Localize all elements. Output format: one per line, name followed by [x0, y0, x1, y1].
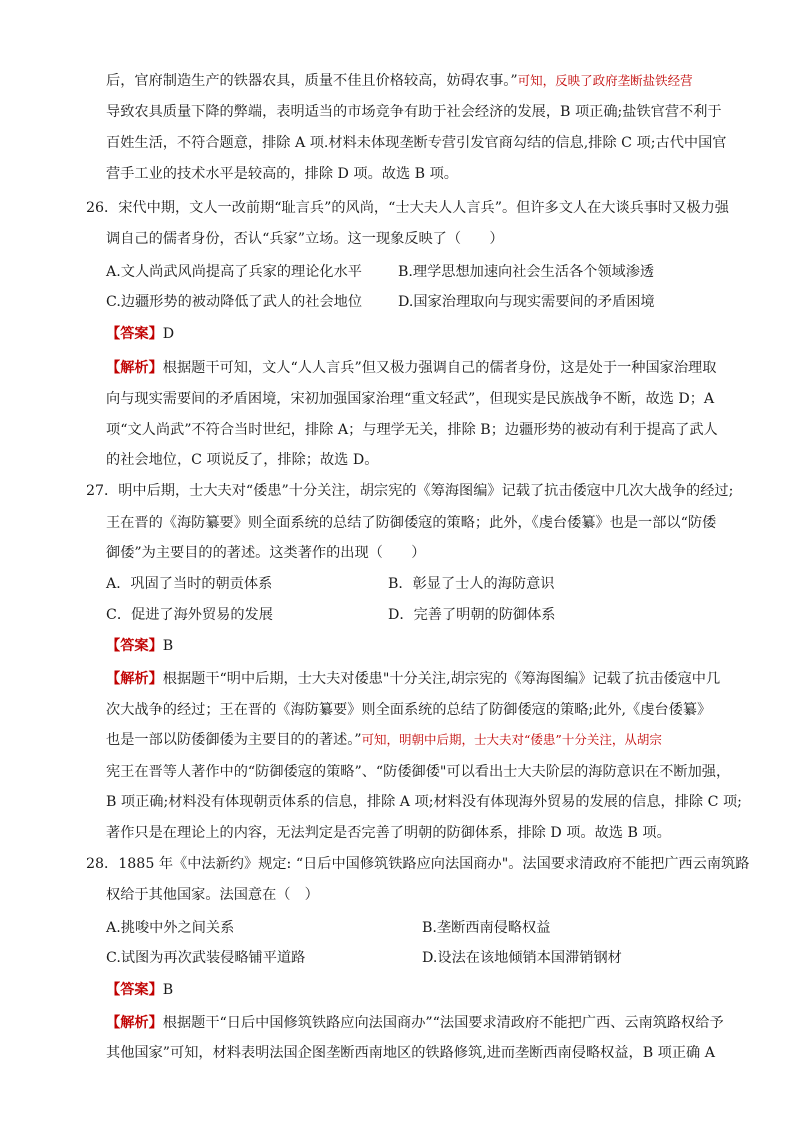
q26-explanation-3: 项“文人尚武”不符合当时世纪，排除 A；与理学无关，排除 B；边疆形势的被动有利于提高了武人 [106, 422, 718, 438]
q26-explanation-1: 【解析】根据题干可知，文人“人人言兵”但又极力强调自己的儒者身份，这是处于一种国家治理取 [106, 360, 717, 376]
q27-explanation-5: B 项正确;材料没有体现朝贡体系的信息，排除 A 项;材料没有体现海外贸易的发展的信息，排除 C 项; [106, 794, 742, 810]
q27-option-c: C．促进了海外贸易的发展 [106, 607, 273, 623]
q26-option-d: D.国家治理取向与现实需要间的矛盾困境 [398, 294, 655, 310]
q27-option-b: B．彰显了士人的海防意识 [388, 576, 555, 592]
q27-stem-3: 御倭”为主要目的的著述。这类著作的出现（ ） [106, 545, 426, 561]
q27-answer [106, 636, 173, 656]
intro-highlight: 可知，反映了政府垄断盐铁经营 [517, 73, 693, 88]
q27-stem-1: 27．明中后期，士大夫对“倭患”十分关注，胡宗宪的《筹海图编》记载了抗击倭寇中几次大战争的经过; [86, 483, 734, 499]
q28-option-b: B.垄断西南侵略权益 [422, 920, 551, 936]
answer-value: D [162, 326, 175, 342]
answer-tag: 【答案】 [106, 638, 163, 654]
q28-stem-2: 权给于其他国家。法国意在（ ） [106, 887, 319, 903]
q28-option-c: C.试图为再次武装侵略铺平道路 [106, 950, 306, 966]
q26-stem-2: 调自己的儒者身份，否认“兵家”立场。这一现象反映了（ ） [106, 231, 504, 247]
explanation-highlight: 可知，明朝中后期，士大夫对“倭患”十分关注，从胡宗 [361, 732, 662, 747]
q27-option-d: D．完善了明朝的防御体系 [388, 607, 556, 623]
q26-option-a: A.文人尚武风尚提高了兵家的理论化水平 [106, 264, 362, 280]
intro-line-3: 百姓生活，不符合题意，排除 A 项.材料未体现垄断专营引发官商勾结的信息,排除 C 项;古代中国官 [106, 135, 727, 151]
answer-tag: 【答案】 [106, 326, 163, 342]
q26-explanation-4: 的社会地位，C 项说反了，排除；故选 D。 [106, 452, 379, 468]
answer-value: B [162, 982, 174, 998]
answer-value: B [162, 638, 174, 654]
q27-explanation-2: 次大战争的经过；王在晋的《海防纂要》则全面系统的总结了防御倭寇的策略;此外,《虔台倭纂》 [106, 702, 712, 718]
intro-line-2: 导致农具质量下降的弊端，表明适当的市场竞争有助于社会经济的发展，B 项正确;盐铁官营不利于 [106, 104, 722, 120]
q26-stem-1: 26．宋代中期，文人一改前期“耻言兵”的风尚，“士大夫人人言兵”。但许多文人在大谈兵事时又极力强 [86, 200, 729, 216]
answer-tag: 【答案】 [106, 982, 163, 998]
q28-answer [106, 980, 173, 1000]
q26-explanation-2: 向与现实需要间的矛盾困境，宋初加强国家治理“重文轻武”，但现实是民族战争不断，故选 D；A [106, 391, 715, 407]
q26-option-b: B.理学思想加速向社会生活各个领域渗透 [398, 264, 655, 280]
intro-line-4: 营手工业的技术水平是较高的，排除 D 项。故选 B 项。 [106, 166, 458, 182]
intro-line-1 [106, 71, 693, 91]
explanation-tag: 【解析】 [106, 671, 163, 687]
q28-option-d: D.设法在该地倾销本国滞销钢材 [422, 950, 622, 966]
explanation-tag: 【解析】 [106, 1015, 163, 1031]
q28-option-a: A.挑唆中外之间关系 [106, 920, 235, 936]
q27-explanation-4: 宪王在晋等人著作中的“防御倭寇的策略”、“防倭御倭"可以看出士大夫阶层的海防意识在不断加强， [106, 764, 731, 780]
q28-explanation-2: 其他国家”可知，材料表明法国企图垄断西南地区的铁路修筑,进而垄断西南侵略权益，B 项正确 A [106, 1045, 715, 1061]
q27-option-a: A．巩固了当时的朝贡体系 [106, 576, 273, 592]
q27-explanation-1: 【解析】根据题干“明中后期，士大夫对倭患"十分关注,胡宗宪的《筹海图编》记载了抗击倭寇中几 [106, 671, 721, 687]
q28-stem-1: 28．1885 年《中法新约》规定: “日后中国修筑铁路应向法国商办"。法国要求清政府不能把广西云南筑路 [86, 856, 750, 872]
q27-stem-2: 王在晋的《海防纂要》则全面系统的总结了防御倭寇的策略；此外，《虔台倭纂》也是一部以“防倭 [106, 515, 717, 531]
q26-option-c: C.边疆形势的被动降低了武人的社会地位 [106, 294, 363, 310]
intro-quote: 后，官府制造生产的铁器农具，质量不佳且价格较高，妨碍农事。” [106, 73, 518, 89]
q28-explanation-1: 【解析】根据题干“日后中国修筑铁路应向法国商办”“法国要求清政府不能把广西、云南筑路权给予 [106, 1015, 724, 1031]
q27-explanation-3: 也是一部以防倭御倭为主要目的的著述。”可知，明朝中后期，士大夫对“倭患”十分关注，从胡宗 [106, 732, 662, 748]
q26-answer [106, 324, 174, 344]
explanation-tag: 【解析】 [106, 360, 163, 376]
q27-explanation-6: 著作只是在理论上的内容，无法判定是否完善了明朝的防御体系，排除 D 项。故选 B 项。 [106, 825, 671, 841]
